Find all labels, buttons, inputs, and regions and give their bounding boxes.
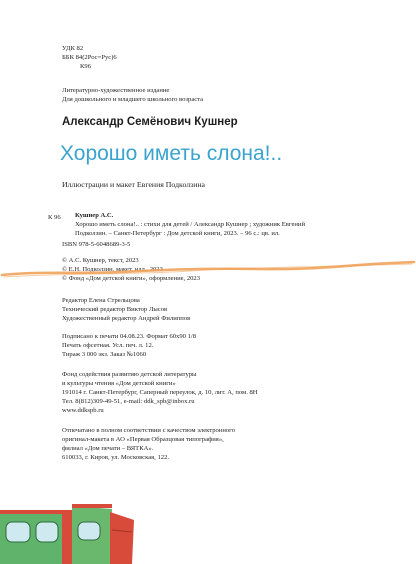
printer-line: оригинал-макета в АО «Первая Образцовая типография», [62,436,224,443]
book-author: Александр Семёнович Кушнер [62,116,238,128]
carriage-window [6,522,30,542]
bbk-code: ББК 84(2Рос=Рус)6 [62,54,117,61]
printer-line: филиал «Дом печати – ВЯТКА». [62,445,154,452]
red-roof-strip [0,510,66,514]
editors-block [62,296,190,323]
carriage-window [36,522,58,542]
publisher-block [62,370,258,415]
publisher-line: и культуры чтения «Дом детской книги» [62,380,176,387]
publisher-line: www.ddkspb.ru [62,407,104,414]
printer-line: 610033, г. Киров, ул. Московская, 122. [62,454,170,461]
print-info-line: Тираж 3 000 экз. Заказ №1060 [62,351,147,358]
red-rear [110,512,134,564]
classification-block [62,44,117,71]
copyright-line: © А.С. Кушнер, текст, 2023 [62,257,139,264]
train-illustration [0,500,160,564]
catalog-card [75,211,360,238]
udk-code: УДК 82 [62,45,84,52]
carriage-window [78,522,100,540]
catalog-card-line: Подколзин. – Санкт-Петербург : Дом детской книги, 2023. – 96 с.: цв. ил. [75,230,280,237]
publisher-line: Фонд содействия развитию детской литературы [62,371,197,378]
orange-crayon-line [0,254,416,286]
catalog-card-code: К 96 [48,214,61,221]
catalog-card-line: Хорошо иметь слона!.. : стихи для детей / Александр Кушнер ; художник Евгений [75,221,305,228]
copyright-line: © Е.Н. Подколзин, макет, илл., 2023 [62,266,163,273]
red-coupler [62,510,72,564]
publisher-line: 191014 г. Санкт-Петербург, Саперный переулок, д. 10, лит. А, пом. 8Н [62,389,258,396]
copyright-line: © Фонд «Дом детской книги», оформление, 2023 [62,275,201,282]
printer-block [62,426,235,462]
printer-line: Отпечатано в полном соответствии с качеством электронного [62,427,235,434]
catalog-card-author: Кушнер А.С. [75,212,114,219]
red-roof-strip [72,504,112,508]
print-info-line: Печать офсетная. Усл. печ. л. 12. [62,342,154,349]
author-mark: К96 [80,63,91,70]
publisher-line: Тел. 8(812)309-49-51, e-mail: ddk_spb@inbox.ru [62,398,195,405]
edition-type-block [62,86,203,104]
isbn: ISBN 978-5-6048689-3-5 [62,241,131,248]
illustrations-credit: Иллюстрации и макет Евгения Подколзина [62,180,206,189]
print-info-line: Подписано к печати 04.08.23. Формат 60x90 1/8 [62,333,197,340]
editor-line: Художественный редактор Андрей Филиппов [62,315,191,322]
edition-type-line: Литературно-художественное издание [62,87,170,94]
edition-type-line: Для дошкольного и младшего школьного возраста [62,96,204,103]
editor-line: Технический редактор Виктор Лысов [62,306,168,313]
editor-line: Редактор Елена Стрельцова [62,297,140,304]
book-title: Хорошо иметь слона!.. [60,142,283,165]
print-info-block [62,332,196,359]
